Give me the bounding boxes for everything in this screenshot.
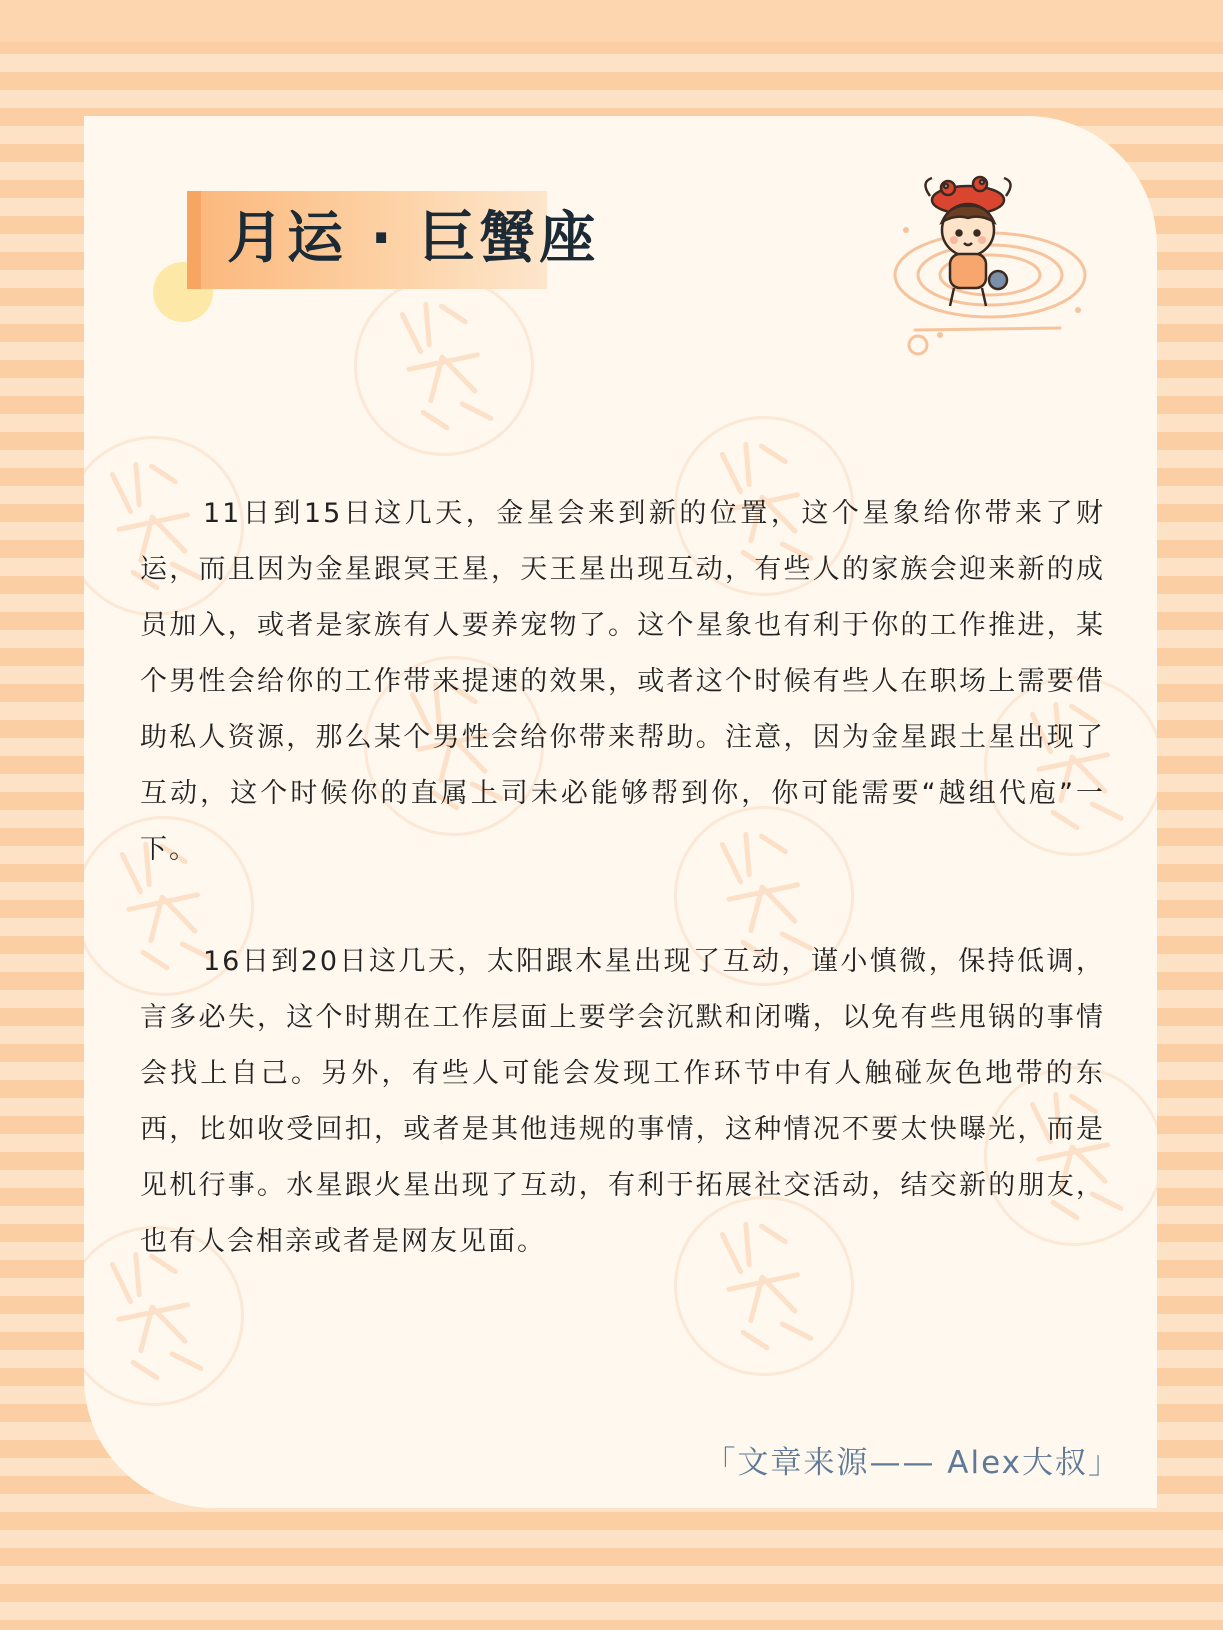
page-title: 月运 · 巨蟹座 (227, 206, 600, 271)
body-paragraph: 16日到20日这几天，太阳跟木星出现了互动，谨小慎微，保持低调，言多必失，这个时期在工作层面上要学会沉默和闭嘴，以免有些甩锅的事情会找上自己。另外，有些人可能会发现工作环节中有人触碰灰色地带的东西，比如收受回扣，或者是其他违规的事情，这种情况不要太快曝光，而是见机行事。水星跟火星出现了互动，有利于拓展社交活动，结交新的朋友，也有人会相亲或者是网友见面。 (140, 946, 1105, 1257)
crab-mascot-icon (880, 170, 1090, 380)
source-credit: 「文章来源—— Alex大叔」 (704, 1445, 1121, 1481)
watermark-glyph-icon (369, 276, 518, 448)
watermark-stamp (337, 259, 550, 472)
top-band (0, 0, 1223, 42)
body-paragraph: 11日到15日这几天，金星会来到新的位置，这个星象给你带来了财运，而且因为金星跟冥王星，天王星出现互动，有些人的家族会迎来新的成员加入，或者是家族有人要养宠物了。这个星象也有利于你的工作推进，某个男性会给你的工作带来提速的效果，或者这个时候有些人在职场上需要借助私人资源，那么某个男性会给你带来帮助。注意，因为金星跟土星出现了互动，这个时候你的直属上司未必能够帮到你，你可能需要“越组代庖”一下。 (140, 498, 1105, 865)
